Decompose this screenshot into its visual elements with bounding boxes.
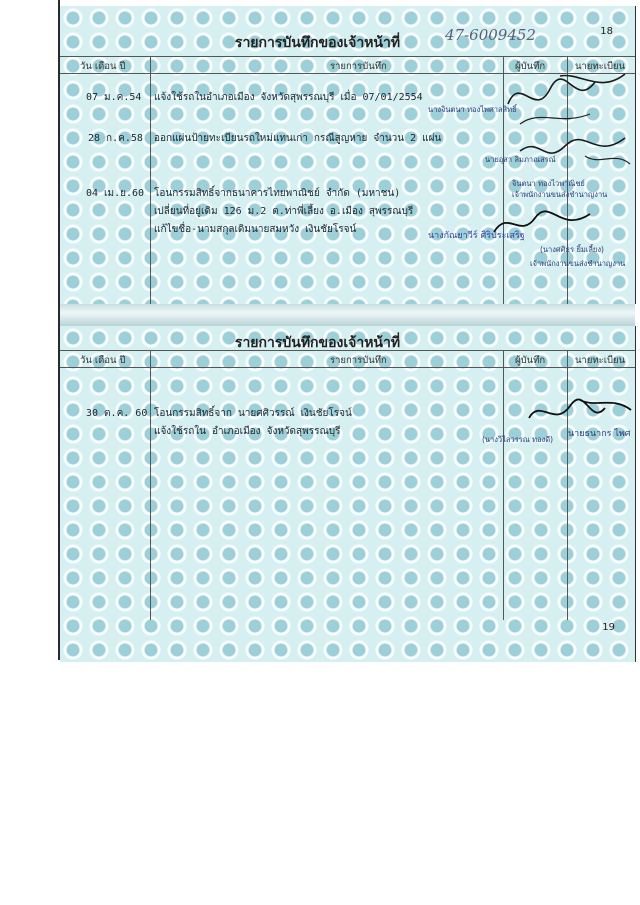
entry-date: 04 เม.ย.60: [86, 188, 145, 199]
officer-stamp: นายธนากร ไพศ: [568, 429, 631, 439]
header-record: รายการบันทึก: [330, 355, 387, 366]
entry-line: แจ้งใช้รถใน อำเภอเมือง จังหวัดสุพรรณบุรี: [154, 426, 341, 437]
header-date: วัน เดือน ปี: [80, 355, 126, 366]
entry-date: 30 ต.ค. 60: [86, 408, 148, 419]
header-recorder: ผู้บันทึก: [515, 355, 546, 366]
header-recorder: ผู้บันทึก: [515, 61, 546, 72]
signature-mark: [525, 388, 635, 438]
officer-record-page-bottom: [60, 326, 636, 662]
entry-line: โอนกรรมสิทธิ์จากธนาคารไทยพาณิชย์ จำกัด (มหาชน): [154, 188, 401, 199]
signature-mark: [515, 126, 635, 176]
officer-record-page-top: [60, 6, 636, 304]
page-number: 19: [602, 622, 615, 633]
entry-line: แก้ไขชื่อ-นามสกุลเดิมนายสมหวัง เงินชัยโรจน์: [154, 224, 357, 235]
officer-stamp: (นางศศิธร ยิ้มเลี้ยง): [540, 245, 604, 254]
entry-line: โอนกรรมสิทธิ์จาก นายศศิวรรณ์ เงินชัยโรจน์: [154, 408, 352, 419]
officer-stamp: นางกัณยาวีร์ ศิริประเสริฐ: [428, 231, 525, 241]
page-title: รายการบันทึกของเจ้าหน้าที่: [234, 35, 401, 51]
officer-stamp: นายอุสา ลิมภาณสรณ์: [485, 155, 556, 164]
entry-date: 28 ก.ค.58: [88, 133, 143, 144]
officer-stamp: (นางวิไลวรรณ ทองดี): [482, 435, 554, 444]
divider: [150, 350, 151, 620]
signature-mark: [500, 64, 635, 134]
entry-line: แจ้งใช้รถในอำเภอเมือง จังหวัดสุพรรณบุรี เมื่อ 07/01/2554: [154, 92, 423, 103]
officer-stamp: เจ้าพนักงานขนส่งชำนาญงาน: [530, 259, 626, 268]
header-record: รายการบันทึก: [330, 61, 387, 72]
title-row: [60, 32, 635, 58]
divider: [503, 350, 504, 620]
divider: [150, 56, 151, 304]
column-headers: [60, 350, 635, 368]
signature-mark: [490, 204, 600, 244]
page-number: 18: [600, 26, 613, 37]
officer-stamp: เจ้าพนักงานขนส่งชำนาญงาน: [512, 190, 608, 199]
handwritten-number: 47-6009452: [445, 26, 536, 44]
entry-line: ออกแผ่นป้ายทะเบียนรถใหม่แทนเก่า กรณีสูญหาย จำนวน 2 แผ่น: [154, 133, 442, 144]
entry-line: เปลี่ยนที่อยู่เดิม 126 ม.2 ต.ท่าพี่เลี้ยง อ.เมือง สุพรรณบุรี: [154, 206, 414, 217]
header-date: วัน เดือน ปี: [80, 61, 126, 72]
page-title: รายการบันทึกของเจ้าหน้าที่: [234, 335, 401, 351]
page-fold: [60, 304, 635, 326]
header-registrar: นายทะเบียน: [575, 355, 626, 366]
header-registrar: นายทะเบียน: [575, 61, 626, 72]
officer-stamp: นางจินตนา ทองไพศาลสิทธิ์: [428, 105, 517, 114]
entry-date: 07 ม.ค.54: [86, 92, 142, 103]
officer-stamp: จินตนา ทองไวพาณิชย์: [512, 179, 585, 188]
